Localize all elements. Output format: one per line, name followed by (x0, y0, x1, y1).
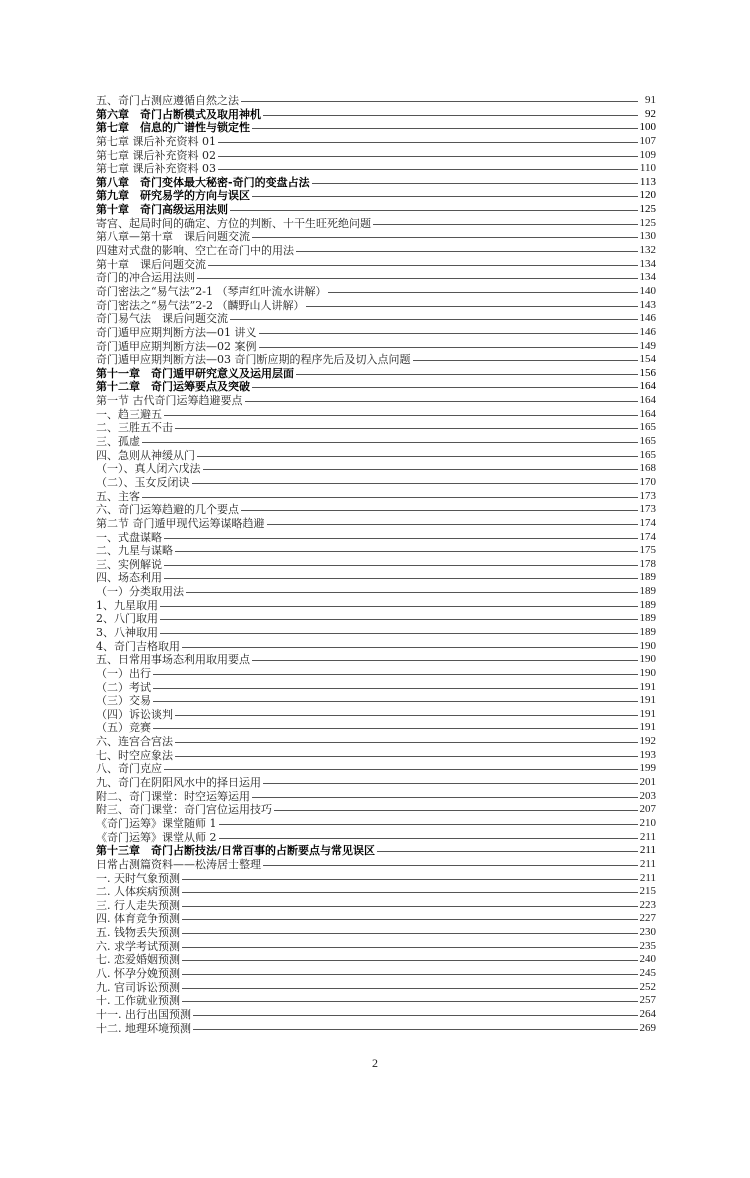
toc-entry (96, 162, 656, 176)
toc-entry-title: 七. 恋爱婚姻预测 (96, 953, 180, 967)
toc-entry (96, 831, 656, 845)
toc-entry-page: 170 (639, 475, 656, 488)
toc-entry-title: 奇门密法之“易气法”2-2 （麟野山人讲解） (96, 298, 305, 312)
dot-leader (96, 633, 638, 634)
toc-entry-page: 156 (639, 366, 656, 379)
toc-entry-page: 134 (639, 257, 656, 270)
toc-entry-title: 附三、奇门课堂：奇门宫位运用技巧 (96, 803, 272, 817)
toc-entry (96, 230, 656, 244)
toc-entry-title: 第二节 奇门遁甲现代运筹谋略趋避 (96, 516, 265, 530)
toc-entry (96, 367, 656, 381)
toc-entry-title: 九. 官司诉讼预测 (96, 980, 180, 994)
toc-entry (96, 108, 656, 122)
toc-entry (96, 326, 656, 340)
toc-entry (96, 449, 656, 463)
toc-entry-page: 190 (639, 653, 656, 666)
toc-entry-title: 一、趋三避五 (96, 407, 162, 421)
toc-entry-title: 《奇门运筹》课堂从师 2 (96, 830, 217, 844)
toc-entry-title: 第十一章 奇门遁甲研究意义及运用层面 (96, 366, 294, 380)
toc-entry-page: 189 (639, 612, 656, 625)
toc-entry-page: 252 (639, 980, 656, 993)
toc-entry-page: 191 (639, 694, 656, 707)
toc-entry (96, 217, 656, 231)
toc-entry-title: 奇门遁甲应期判断方法—03 奇门断应期的程序先后及切入点问题 (96, 353, 411, 367)
toc-entry-page: 132 (639, 244, 656, 257)
toc-entry (96, 394, 656, 408)
toc-entry-page: 173 (639, 503, 656, 516)
toc-entry-title: （二）考试 (96, 680, 151, 694)
dot-leader (96, 688, 638, 689)
toc-entry-page: 257 (639, 994, 656, 1007)
toc-entry-page: 134 (639, 271, 656, 284)
toc-entry-page: 227 (639, 912, 656, 925)
toc-entry (96, 721, 656, 735)
toc-entry-title: 奇门密法之“易气法”2-1 （琴声红叶流水讲解） (96, 284, 327, 298)
toc-entry-page: 189 (639, 625, 656, 638)
toc-entry-title: 附二、奇门课堂：时空运筹运用 (96, 789, 250, 803)
toc-entry-page: 190 (639, 666, 656, 679)
toc-entry-page: 192 (639, 735, 656, 748)
toc-entry (96, 380, 656, 394)
toc-entry-page: 211 (639, 830, 656, 843)
toc-entry (96, 435, 656, 449)
toc-entry (96, 299, 656, 313)
toc-entry (96, 967, 656, 981)
toc-entry-title: 第十三章 奇门占断技法/日常百事的占断要点与常见误区 (96, 844, 376, 858)
toc-entry-page: 165 (639, 435, 656, 448)
toc-entry (96, 776, 656, 790)
toc-entry-title: 十一. 出行出国预测 (96, 1007, 191, 1021)
toc-entry-page: 168 (639, 462, 656, 475)
toc-entry-title: 三、孤虚 (96, 435, 140, 449)
toc-entry-title: 八、奇门克应 (96, 762, 162, 776)
toc-entry (96, 94, 656, 108)
toc-entry-page: 190 (639, 639, 656, 652)
toc-entry-page: 173 (639, 489, 656, 502)
toc-entry-page: 110 (639, 162, 656, 175)
toc-entry-page: 100 (639, 121, 656, 134)
toc-entry-title: 六. 求学考试预测 (96, 939, 180, 953)
toc-entry (96, 531, 656, 545)
dot-leader (96, 565, 638, 566)
table-of-contents (96, 94, 656, 1035)
toc-entry (96, 612, 656, 626)
toc-entry (96, 653, 656, 667)
toc-entry-page: 165 (639, 448, 656, 461)
toc-entry (96, 271, 656, 285)
toc-entry-title: 七、时空应象法 (96, 748, 173, 762)
toc-entry (96, 790, 656, 804)
toc-entry-page: 146 (639, 312, 656, 325)
toc-entry-title: 3、八神取用 (96, 625, 158, 639)
toc-entry (96, 858, 656, 872)
toc-entry-title: 奇门的冲合运用法则 (96, 271, 195, 285)
toc-entry-title: 《奇门运筹》课堂随师 1 (96, 816, 217, 830)
dot-leader (96, 674, 638, 675)
toc-entry (96, 899, 656, 913)
toc-entry-title: 4、奇门吉格取用 (96, 639, 180, 653)
toc-entry-page: 207 (639, 803, 656, 816)
toc-entry (96, 994, 656, 1008)
toc-entry (96, 844, 656, 858)
toc-entry-page: 264 (639, 1007, 656, 1020)
toc-entry (96, 926, 656, 940)
toc-entry (96, 244, 656, 258)
toc-entry-title: 一、式盘谋略 (96, 530, 162, 544)
toc-entry (96, 640, 656, 654)
toc-entry-title: 十二. 地理环境预测 (96, 1021, 191, 1035)
toc-entry-page: 191 (639, 680, 656, 693)
toc-entry-page: 215 (639, 885, 656, 898)
dot-leader (96, 606, 638, 607)
toc-entry-page: 245 (639, 967, 656, 979)
toc-entry-title: 第七章 课后补充资料 01 (96, 134, 216, 148)
toc-entry (96, 912, 656, 926)
toc-entry (96, 203, 656, 217)
toc-entry-title: （一）出行 (96, 666, 151, 680)
toc-entry-title: 六、奇门运筹趋避的几个要点 (96, 503, 239, 517)
toc-entry-page: 125 (639, 203, 656, 216)
dot-leader (96, 442, 638, 443)
toc-entry (96, 735, 656, 749)
toc-entry (96, 940, 656, 954)
toc-entry-title: 2、八门取用 (96, 612, 158, 626)
toc-entry-title: 四、急则从神缓从门 (96, 448, 195, 462)
toc-entry-page: 189 (639, 585, 656, 598)
toc-entry (96, 694, 656, 708)
toc-entry (96, 803, 656, 817)
toc-entry-title: 二、九星与谋略 (96, 544, 173, 558)
toc-entry (96, 1008, 656, 1022)
toc-entry (96, 189, 656, 203)
toc-entry-title: （三）交易 (96, 694, 151, 708)
toc-entry-title: 第九章 研究易学的方向与误区 (96, 189, 250, 203)
toc-entry (96, 340, 656, 354)
toc-entry (96, 681, 656, 695)
toc-entry (96, 503, 656, 517)
toc-entry-page: 154 (639, 353, 656, 366)
toc-entry-title: 一. 天时气象预测 (96, 871, 180, 885)
toc-entry-title: 四. 体育竞争预测 (96, 912, 180, 926)
dot-leader (96, 619, 638, 620)
toc-entry-page: 174 (639, 530, 656, 543)
dot-leader (96, 742, 638, 743)
toc-entry-page: 143 (639, 298, 656, 311)
toc-entry-title: 奇门易气法 课后问题交流 (96, 312, 228, 326)
toc-entry-title: 奇门遁甲应期判断方法—02 案例 (96, 339, 257, 353)
toc-entry-title: 三、实例解说 (96, 557, 162, 571)
toc-entry-title: 寄宫、起局时间的确定、方位的判断、十干生旺死绝问题 (96, 216, 371, 230)
toc-entry-page: 178 (639, 557, 656, 570)
toc-entry-title: 日常占测篇资料——松涛居士整理 (96, 857, 261, 871)
toc-entry-title: 八. 怀孕分娩预测 (96, 967, 180, 980)
toc-entry-title: 1、九星取用 (96, 598, 158, 612)
toc-entry-page: 189 (639, 571, 656, 584)
dot-leader (96, 538, 638, 539)
toc-entry (96, 571, 656, 585)
toc-entry-title: 第十二章 奇门运筹要点及突破 (96, 380, 250, 394)
toc-entry-title: （一）、真人闭六戊法 (96, 462, 201, 476)
toc-entry-title: 九、奇门在阴阳风水中的择日运用 (96, 776, 261, 790)
dot-leader (96, 415, 638, 416)
toc-entry (96, 953, 656, 967)
toc-entry-page: 146 (639, 325, 656, 338)
toc-entry (96, 353, 656, 367)
toc-entry-title: 三. 行人走失预测 (96, 898, 180, 912)
toc-entry-page: 230 (639, 926, 656, 939)
toc-entry-title: 第七章 信息的广谱性与锁定性 (96, 121, 250, 135)
toc-entry-title: 四、场态利用 (96, 571, 162, 585)
toc-entry-page: 191 (639, 707, 656, 720)
toc-entry-title: 五、主客 (96, 489, 140, 503)
toc-entry-page: 189 (639, 598, 656, 611)
toc-entry (96, 121, 656, 135)
toc-entry-title: 五、日常用事场态利用取用要点 (96, 653, 250, 667)
toc-entry-page: 235 (639, 939, 656, 952)
toc-entry-page: 125 (639, 216, 656, 229)
toc-entry-page: 269 (639, 1021, 656, 1034)
toc-entry-title: 第十章 课后问题交流 (96, 257, 206, 271)
dot-leader (96, 428, 638, 429)
toc-entry-title: 第七章 课后补充资料 02 (96, 148, 216, 162)
toc-entry-page: 109 (639, 148, 656, 161)
toc-entry (96, 708, 656, 722)
toc-entry (96, 1022, 656, 1036)
dot-leader (96, 701, 638, 702)
toc-entry (96, 135, 656, 149)
toc-entry-page: 164 (639, 380, 656, 393)
toc-entry (96, 585, 656, 599)
toc-entry (96, 558, 656, 572)
dot-leader (96, 728, 638, 729)
toc-entry-page: 174 (639, 516, 656, 529)
toc-entry (96, 490, 656, 504)
toc-entry-page: 203 (639, 789, 656, 802)
toc-entry (96, 408, 656, 422)
toc-entry-page: 164 (639, 394, 656, 407)
toc-entry-page: 223 (639, 898, 656, 911)
dot-leader (96, 756, 638, 757)
toc-entry (96, 544, 656, 558)
toc-entry (96, 667, 656, 681)
toc-entry-page: 130 (639, 230, 656, 243)
page-number: 2 (372, 1056, 378, 1070)
toc-entry (96, 312, 656, 326)
toc-entry (96, 421, 656, 435)
toc-entry-page: 165 (639, 421, 656, 434)
toc-entry-page: 201 (639, 776, 656, 789)
toc-entry-title: 第十章 奇门高级运用法则 (96, 203, 228, 217)
toc-entry-title: 第八章—第十章 课后问题交流 (96, 230, 250, 244)
toc-entry-title: 五、奇门占测应遵循自然之法 (96, 94, 239, 107)
toc-entry-page: 91 (645, 94, 656, 106)
toc-entry (96, 762, 656, 776)
toc-entry-page: 191 (639, 721, 656, 734)
dot-leader (96, 769, 638, 770)
toc-entry-title: 五. 钱物丢失预测 (96, 926, 180, 940)
toc-entry-title: 六、连宫合宫法 (96, 735, 173, 749)
toc-entry (96, 885, 656, 899)
toc-entry-page: 175 (639, 544, 656, 557)
toc-entry-page: 140 (639, 284, 656, 297)
toc-entry (96, 149, 656, 163)
toc-entry-title: 第八章 奇门变体最大秘密-奇门的变盘占法 (96, 175, 310, 189)
toc-entry (96, 476, 656, 490)
toc-entry-title: 奇门遁甲应期判断方法—01 讲义 (96, 325, 257, 339)
toc-entry-page: 211 (639, 871, 656, 884)
toc-entry-page: 120 (639, 189, 656, 202)
toc-entry (96, 462, 656, 476)
toc-entry-page: 210 (639, 816, 656, 829)
toc-entry-page: 149 (639, 339, 656, 352)
toc-entry-title: （四）诉讼谈判 (96, 707, 173, 721)
toc-entry-page: 211 (639, 857, 656, 870)
toc-entry (96, 626, 656, 640)
toc-entry-title: 第七章 课后补充资料 03 (96, 162, 216, 176)
toc-entry (96, 599, 656, 613)
toc-entry (96, 258, 656, 272)
toc-entry-page: 92 (645, 107, 656, 120)
dot-leader (96, 497, 638, 498)
dot-leader (96, 578, 638, 579)
dot-leader (96, 551, 638, 552)
toc-entry (96, 517, 656, 531)
toc-entry-title: （二）、玉女反闭诀 (96, 475, 190, 489)
toc-entry-page: 193 (639, 748, 656, 761)
toc-entry-title: 二、三胜五不击 (96, 421, 173, 435)
toc-entry (96, 749, 656, 763)
toc-entry-title: 二. 人体疾病预测 (96, 885, 180, 899)
toc-entry-title: 十. 工作就业预测 (96, 994, 180, 1008)
toc-entry-page: 107 (639, 134, 656, 147)
toc-entry-title: （一）分类取用法 (96, 585, 184, 599)
toc-entry (96, 872, 656, 886)
dot-leader (96, 715, 638, 716)
toc-entry-page: 240 (639, 953, 656, 966)
toc-entry (96, 176, 656, 190)
toc-entry-page: 164 (639, 407, 656, 420)
toc-entry-page: 211 (639, 844, 656, 857)
toc-entry (96, 817, 656, 831)
toc-entry-page: 113 (639, 175, 656, 188)
toc-entry-title: 第一节 古代奇门运筹趋避要点 (96, 394, 243, 408)
toc-entry (96, 981, 656, 995)
toc-entry-title: （五）竞赛 (96, 721, 151, 735)
toc-entry-title: 第六章 奇门占断模式及取用神机 (96, 107, 261, 121)
toc-entry (96, 285, 656, 299)
toc-entry-page: 199 (639, 762, 656, 775)
toc-entry-title: 四建对式盘的影响、空亡在奇门中的用法 (96, 244, 294, 258)
